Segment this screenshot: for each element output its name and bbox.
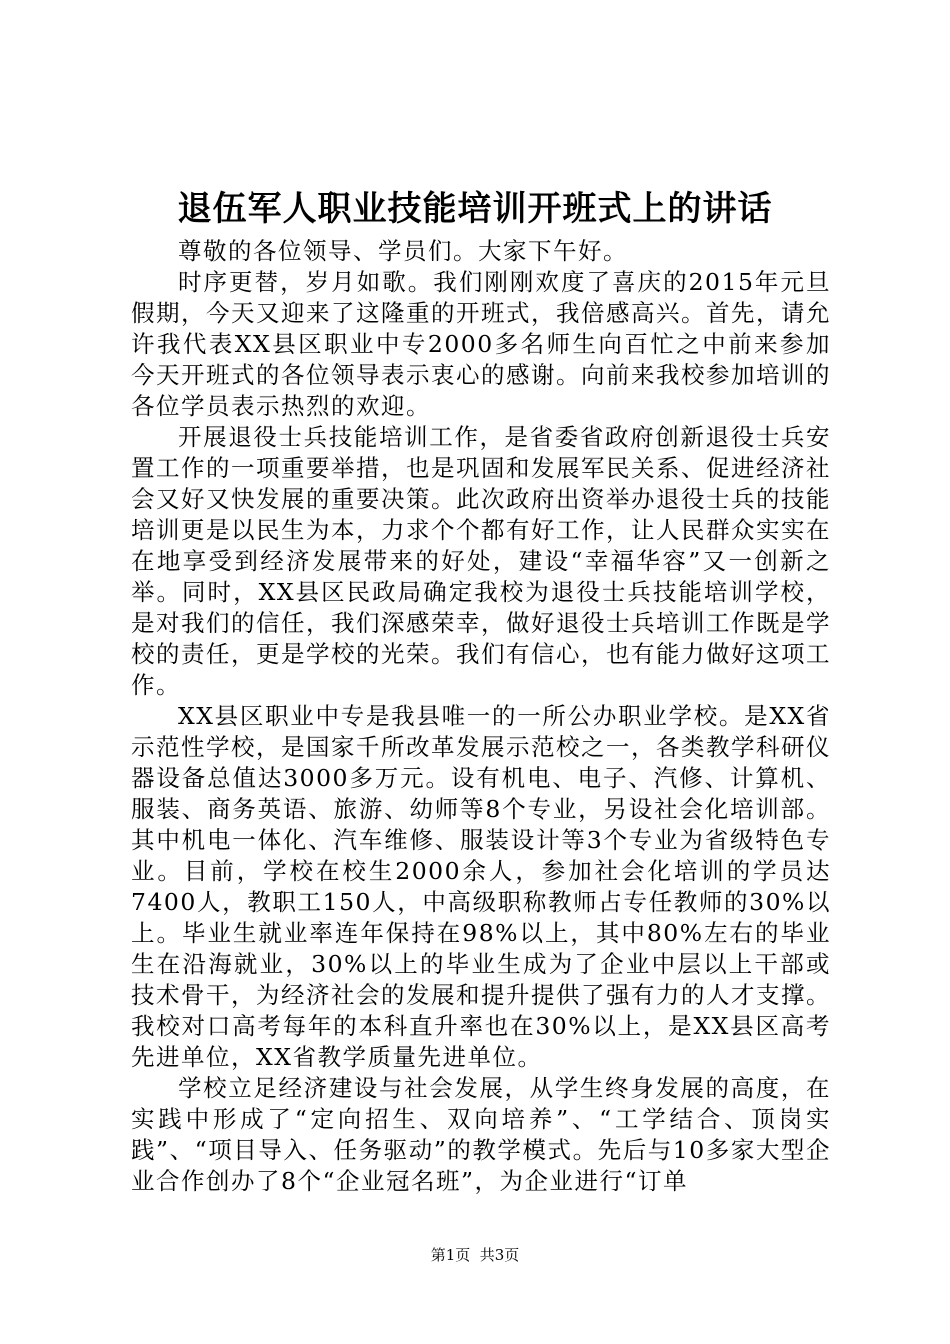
- paragraph-school-intro: XX县区职业中专是我县唯一的一所公办职业学校。是XX省示范性学校，是国家千所改革发展示范校之一，各类教学科研仪器设备总值达3000多万元。设有机电、电子、汽修、计算机、服装、商务英语、旅游、幼师等8个专业，另设社会化培训部。其中机电一体化、汽车维修、服装设计等3个专业为省级特色专业。目前，学校在校生2000余人，参加社会化培训的学员达7400人，教职工150人，中高级职称教师占专任教师的30%以上。毕业生就业率连年保持在98%以上，其中80%左右的毕业生在沿海就业，30%以上的毕业生成为了企业中层以上干部或技术骨干，为经济社会的发展和提升提供了强有力的人才支撑。我校对口高考每年的本科直升率也在30%以上，是XX县区高考先进单位，XX省教学质量先进单位。: [131, 702, 831, 1071]
- document-body: [131, 236, 831, 1197]
- paragraph-greeting: 尊敬的各位领导、学员们。大家下午好。: [178, 237, 628, 265]
- document-title: 退伍军人职业技能培训开班式上的讲话: [177, 189, 773, 229]
- paragraph-training-significance: 开展退役士兵技能培训工作，是省委省政府创新退役士兵安置工作的一项重要举措，也是巩固和发展军民关系、促进经济社会又好又快发展的重要决策。此次政府出资举办退役士兵的技能培训更是以民生为本，力求个个都有好工作，让人民群众实实在在地享受到经济发展带来的好处，建设“幸福华容”又一创新之举。同时，XX县区民政局确定我校为退役士兵技能培训学校，是对我们的信任，我们深感荣幸，做好退役士兵培训工作既是学校的责任，更是学校的光荣。我们有信心，也有能力做好这项工作。: [131, 423, 831, 699]
- paragraph-opening: 时序更替，岁月如歌。我们刚刚欢度了喜庆的2015年元旦假期，今天又迎来了这隆重的开班式，我倍感高兴。首先，请允许我代表XX县区职业中专2000多名师生向百忙之中前来参加今天开班式的各位领导表示衷心的感谢。向前来我校参加培训的各位学员表示热烈的欢迎。: [131, 268, 831, 420]
- paragraph-teaching-model: 学校立足经济建设与社会发展，从学生终身发展的高度，在实践中形成了“定向招生、双向培养”、“工学结合、顶岗实践”、“项目导入、任务驱动”的教学模式。先后与10多家大型企业合作创办了8个“企业冠名班”，为企业进行“订单: [131, 1074, 831, 1195]
- page-number: 第1页 共3页: [430, 1246, 520, 1264]
